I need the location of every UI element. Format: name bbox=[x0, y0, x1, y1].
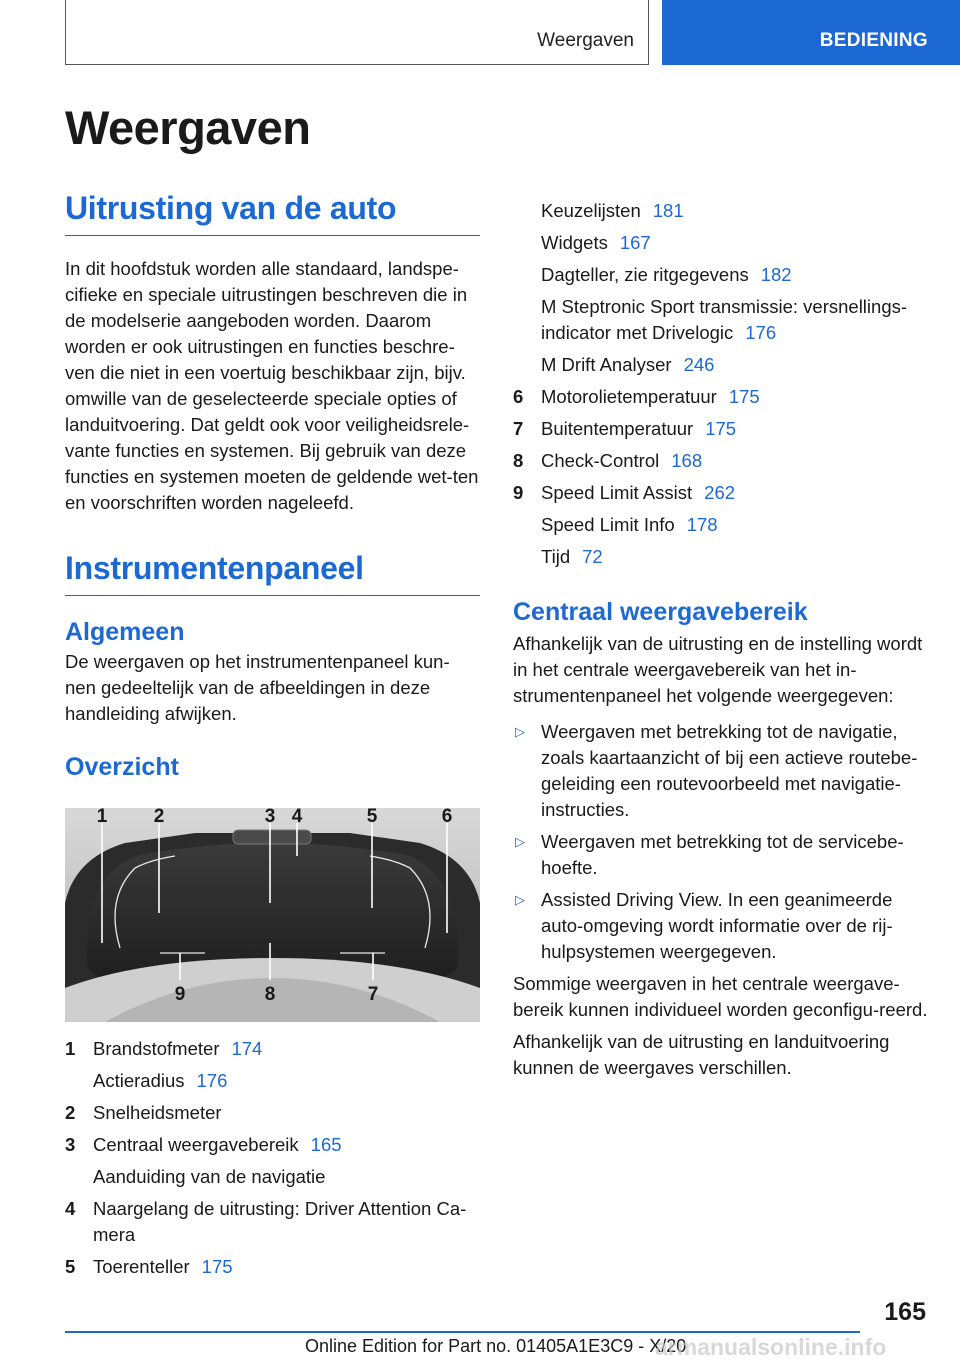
legend-text-wrap bbox=[541, 294, 928, 346]
legend-text-wrap bbox=[93, 1196, 480, 1248]
general-heading: Algemeen bbox=[65, 618, 185, 646]
legend-item bbox=[65, 1100, 480, 1126]
legend-label: Snelheidsmeter bbox=[93, 1102, 222, 1123]
legend-item bbox=[65, 1164, 480, 1190]
left-column bbox=[65, 190, 480, 1286]
page-number: 165 bbox=[884, 1298, 926, 1326]
figure-label-4: 4 bbox=[291, 808, 303, 827]
legend-text-wrap bbox=[93, 1100, 480, 1126]
bullet-text: Weergaven met betrekking tot de servicebe-hoefte. bbox=[541, 831, 904, 878]
legend-text-wrap bbox=[541, 544, 928, 570]
legend-text-wrap bbox=[541, 512, 928, 538]
legend-label: Buitentemperatuur bbox=[541, 418, 694, 439]
triangle-bullet-icon: ▷ bbox=[515, 834, 525, 849]
legend-number: 7 bbox=[513, 418, 524, 439]
legend-number bbox=[513, 198, 541, 224]
legend-label: Motorolietemperatuur bbox=[541, 386, 717, 407]
legend-item bbox=[513, 544, 928, 570]
legend-item bbox=[65, 1132, 480, 1158]
legend-label: Dagteller, zie ritgegevens bbox=[541, 264, 749, 285]
legend-label: Naargelang de uitrusting: Driver Attention Ca-mera bbox=[93, 1198, 467, 1245]
page-reference-link[interactable]: 178 bbox=[686, 514, 718, 535]
legend-text-wrap bbox=[541, 230, 928, 256]
legend-number: 1 bbox=[65, 1038, 76, 1059]
equipment-body: In dit hoofdstuk worden alle standaard, landspe-cifieke en speciale uitrustingen beschreven die in de modelserie aangeboden worden. Daarom worden er ook uitrustingen en functies beschre-ven die niet in een voertuig beschikbaar zijn, bijv. omwille van de geselecteerde speciale opties of landuitvoering. Dat geldt ook voor veiligheidsrele-vante functies en systemen. Bij gebruik van deze functies en systemen moeten de geldende wet-ten en voorschriften worden nageleefd. bbox=[65, 258, 479, 513]
figure-label-3: 3 bbox=[264, 808, 276, 827]
footer-edition: Online Edition for Part no. 01405A1E3C9 - X/20 bbox=[305, 1336, 687, 1356]
legend-item bbox=[513, 480, 928, 506]
header-section-title: Weergaven bbox=[537, 30, 634, 51]
legend-label: Aanduiding van de navigatie bbox=[93, 1166, 326, 1187]
legend-number bbox=[513, 294, 541, 346]
legend-label: Speed Limit Info bbox=[541, 514, 675, 535]
header-chapter-tab bbox=[662, 0, 960, 65]
page-reference-link[interactable]: 175 bbox=[728, 386, 760, 407]
legend-item bbox=[65, 1254, 480, 1280]
legend-number: 8 bbox=[513, 450, 524, 471]
bullet-item bbox=[513, 887, 928, 965]
figure-label-8: 8 bbox=[264, 984, 276, 1005]
bullet-item bbox=[513, 719, 928, 823]
legend-number: 9 bbox=[513, 482, 524, 503]
legend-text-wrap bbox=[93, 1164, 480, 1190]
footer-rule bbox=[65, 1331, 860, 1333]
legend-label: M Steptronic Sport transmissie: versnellings-indicator met Drivelogic bbox=[541, 296, 908, 343]
central-heading: Centraal weergavebereik bbox=[513, 598, 808, 626]
page-reference-link[interactable]: 246 bbox=[683, 354, 715, 375]
legend-item bbox=[513, 198, 928, 224]
header-section-box bbox=[65, 0, 649, 65]
legend-label: Actieradius bbox=[93, 1070, 185, 1091]
legend-number bbox=[513, 512, 541, 538]
overview-heading: Overzicht bbox=[65, 753, 179, 781]
panel-heading: Instrumentenpaneel bbox=[65, 550, 480, 596]
bullet-item bbox=[513, 829, 928, 881]
legend-item bbox=[65, 1196, 480, 1248]
legend-text-wrap bbox=[93, 1036, 480, 1062]
legend-label: Check-Control bbox=[541, 450, 660, 471]
legend-text-wrap bbox=[541, 416, 928, 442]
legend-item bbox=[513, 262, 928, 288]
header-chapter-label: BEDIENING bbox=[819, 30, 928, 51]
legend-label: Centraal weergavebereik bbox=[93, 1134, 299, 1155]
general-body: De weergaven op het instrumentenpaneel kun-nen gedeeltelijk van de afbeeldingen in deze handleiding afwijken. bbox=[65, 651, 450, 724]
legend-text-wrap bbox=[541, 448, 928, 474]
legend-number bbox=[65, 1068, 93, 1094]
legend-number bbox=[513, 352, 541, 378]
legend-number: 2 bbox=[65, 1102, 76, 1123]
legend-text-wrap bbox=[541, 384, 928, 410]
legend-item bbox=[513, 416, 928, 442]
legend-label: Speed Limit Assist bbox=[541, 482, 693, 503]
legend-label: Toerenteller bbox=[93, 1256, 190, 1277]
triangle-bullet-icon: ▷ bbox=[515, 724, 525, 739]
legend-item bbox=[513, 384, 928, 410]
page-reference-link[interactable]: 72 bbox=[582, 546, 603, 567]
page-reference-link[interactable]: 175 bbox=[705, 418, 737, 439]
legend-item bbox=[513, 448, 928, 474]
central-para-1: Sommige weergaven in het centrale weergave-bereik kunnen individueel worden geconfigu-reerd. bbox=[513, 973, 928, 1020]
legend-item bbox=[513, 294, 928, 346]
central-intro: Afhankelijk van de uitrusting en de instelling wordt in het centrale weergavebereik van het in-strumentenpaneel het volgende weergegeven: bbox=[513, 633, 923, 706]
legend-text-wrap bbox=[541, 262, 928, 288]
page-reference-link[interactable]: 262 bbox=[704, 482, 736, 503]
legend-number bbox=[513, 262, 541, 288]
bullet-text: Assisted Driving View. In een geanimeerde auto-omgeving wordt informatie over de rij-hulpsystemen weergegeven. bbox=[541, 889, 893, 962]
right-column bbox=[513, 198, 928, 1081]
central-bullet-list bbox=[513, 719, 928, 965]
page-reference-link[interactable]: 176 bbox=[196, 1070, 228, 1091]
page-reference-link[interactable]: 176 bbox=[745, 322, 777, 343]
figure-label-7: 7 bbox=[367, 984, 379, 1005]
figure-label-9: 9 bbox=[174, 984, 186, 1005]
legend-label: Brandstofmeter bbox=[93, 1038, 220, 1059]
page-reference-link[interactable]: 175 bbox=[201, 1256, 233, 1277]
equipment-heading: Uitrusting van de auto bbox=[65, 190, 480, 236]
legend-number: 3 bbox=[65, 1134, 76, 1155]
legend-number bbox=[513, 544, 541, 570]
legend-item bbox=[65, 1036, 480, 1062]
page-reference-link[interactable]: 181 bbox=[652, 200, 684, 221]
right-legend-list bbox=[513, 198, 928, 570]
legend-label: Widgets bbox=[541, 232, 608, 253]
legend-item bbox=[513, 352, 928, 378]
page-reference-link[interactable]: 182 bbox=[760, 264, 792, 285]
bullet-text: Weergaven met betrekking tot de navigatie, zoals kaartaanzicht of bij een actieve routebe-geleiding een routevoorbeeld met navigatie-instructies. bbox=[541, 721, 918, 820]
legend-number: 6 bbox=[513, 386, 524, 407]
legend-label: Keuzelijsten bbox=[541, 200, 641, 221]
page-reference-link[interactable]: 174 bbox=[231, 1038, 263, 1059]
left-legend-list bbox=[65, 1036, 480, 1280]
legend-text-wrap bbox=[93, 1068, 480, 1094]
legend-text-wrap bbox=[541, 198, 928, 224]
legend-text-wrap bbox=[541, 352, 928, 378]
central-para-2: Afhankelijk van de uitrusting en landuitvoering kunnen de weergaves verschillen. bbox=[513, 1031, 890, 1078]
legend-item bbox=[513, 230, 928, 256]
legend-number: 4 bbox=[65, 1198, 76, 1219]
figure-label-6: 6 bbox=[441, 808, 453, 827]
legend-label: Tijd bbox=[541, 546, 571, 567]
page-title: Weergaven bbox=[65, 101, 311, 154]
legend-label: M Drift Analyser bbox=[541, 354, 672, 375]
legend-number bbox=[513, 230, 541, 256]
watermark: armanualsonline.info bbox=[655, 1334, 887, 1360]
page-reference-link[interactable]: 165 bbox=[310, 1134, 342, 1155]
legend-number: 5 bbox=[65, 1256, 76, 1277]
instrument-panel-figure bbox=[65, 808, 480, 1022]
page-reference-link[interactable]: 167 bbox=[619, 232, 651, 253]
figure-label-5: 5 bbox=[366, 808, 378, 827]
triangle-bullet-icon: ▷ bbox=[515, 892, 525, 907]
legend-number bbox=[65, 1164, 93, 1190]
legend-item bbox=[513, 512, 928, 538]
figure-label-2: 2 bbox=[153, 808, 165, 827]
figure-label-1: 1 bbox=[96, 808, 108, 827]
legend-text-wrap bbox=[93, 1254, 480, 1280]
legend-item bbox=[65, 1068, 480, 1094]
legend-text-wrap bbox=[541, 480, 928, 506]
page-reference-link[interactable]: 168 bbox=[671, 450, 703, 471]
legend-text-wrap bbox=[93, 1132, 480, 1158]
